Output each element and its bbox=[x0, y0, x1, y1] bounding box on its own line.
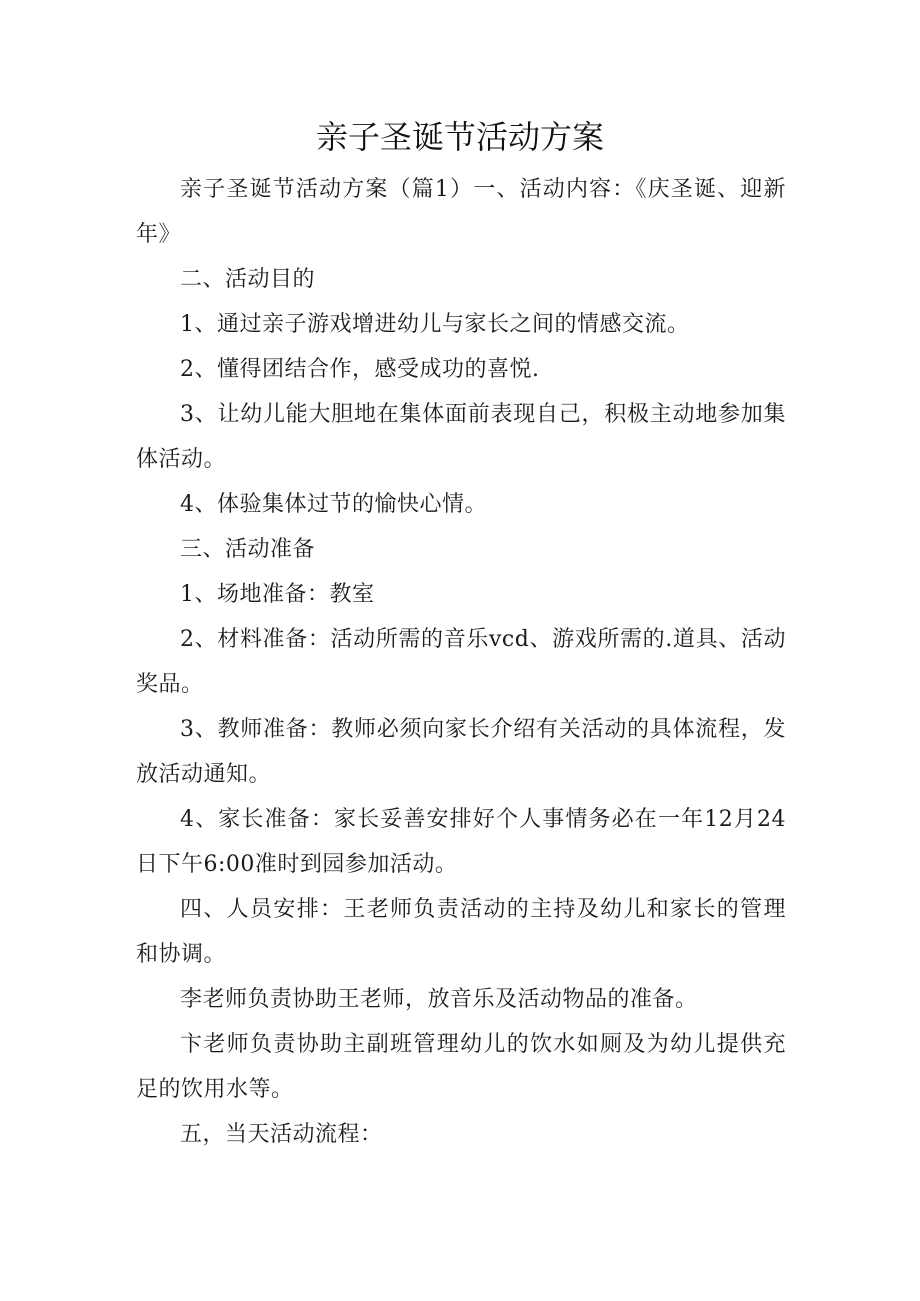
paragraph: 卞老师负责协助主副班管理幼儿的饮水如厕及为幼儿提供充足的饮用水等。 bbox=[136, 1032, 786, 1102]
paragraph: 2、懂得团结合作，感受成功的喜悦. bbox=[180, 357, 540, 382]
paragraph: 李老师负责协助王老师，放音乐及活动物品的准备。 bbox=[180, 987, 698, 1012]
paragraph: 亲子圣诞节活动方案（篇1）一、活动内容：《庆圣诞、迎新年》 bbox=[136, 177, 786, 247]
paragraph: 1、通过亲子游戏增进幼儿与家长之间的情感交流。 bbox=[180, 312, 690, 337]
paragraph: 二、活动目的 bbox=[180, 267, 316, 292]
document-title: 亲子圣诞节活动方案 bbox=[315, 118, 604, 156]
paragraph: 四、人员安排：王老师负责活动的主持及幼儿和家长的管理和协调。 bbox=[136, 897, 786, 967]
paragraph: 4、体验集体过节的愉快心情。 bbox=[180, 492, 487, 517]
paragraph: 3、让幼儿能大胆地在集体面前表现自己，积极主动地参加集体活动。 bbox=[136, 402, 786, 472]
paragraph: 三、活动准备 bbox=[180, 537, 316, 562]
paragraph: 3、教师准备：教师必须向家长介绍有关活动的具体流程，发放活动通知。 bbox=[136, 717, 786, 787]
paragraph: 4、家长准备：家长妥善安排好个人事情务必在一年12月24日下午6:00准时到园参加活动。 bbox=[136, 807, 786, 877]
paragraph: 2、材料准备：活动所需的音乐vcd、游戏所需的.道具、活动奖品。 bbox=[136, 627, 786, 697]
paragraph: 1、场地准备：教室 bbox=[180, 582, 375, 607]
paragraph: 五，当天活动流程： bbox=[180, 1122, 383, 1147]
document-body bbox=[136, 167, 786, 1157]
